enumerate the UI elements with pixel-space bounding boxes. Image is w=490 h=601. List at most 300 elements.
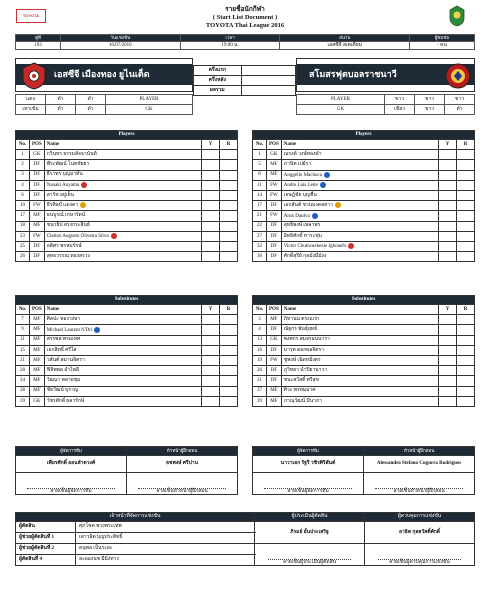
yellow-card-cell [439, 190, 457, 200]
home-staff-signatures [15, 446, 238, 495]
player-number: 2 [16, 160, 30, 170]
red-card-cell [457, 345, 475, 355]
player-name: ภิทานน ตรงแก่ก [283, 317, 319, 323]
player-number: 28 [16, 366, 30, 376]
player-name-cell [44, 150, 201, 160]
score-table [193, 65, 296, 96]
player-name-cell [281, 315, 438, 325]
away-kit-role: PLAYER [297, 95, 385, 105]
home-manager-label: ผู้จัดการทีม [16, 447, 127, 456]
yellow-card-cell [439, 180, 457, 190]
player-row [16, 201, 238, 211]
home-kit-role: GK [106, 105, 193, 115]
player-number: 4 [16, 180, 30, 190]
red-card-cell [457, 150, 475, 160]
away-team-name: สโมสรฟุตบอลราชนาวี [309, 68, 397, 79]
yellow-card-cell [202, 180, 220, 190]
player-name-cell [281, 355, 438, 365]
player-number: 1 [253, 150, 267, 160]
player-name-cell [44, 335, 201, 345]
yellow-card-cell [439, 252, 457, 262]
player-number: 38 [16, 386, 30, 396]
player-row [253, 376, 475, 386]
player-position: DF [267, 221, 282, 231]
official-role: ผู้ตัดสินที่ 4 [16, 555, 76, 566]
player-name-cell [44, 396, 201, 406]
player-row [253, 345, 475, 355]
player-number: 37 [253, 386, 267, 396]
yellow-card-cell [439, 366, 457, 376]
yellow-card-cell [439, 335, 457, 345]
label-stadium: สนาม [280, 35, 410, 42]
player-name: พีระพัฒน์ โน่ตชัยยา [46, 162, 90, 168]
title-thai: รายชื่อนักกีฬา [225, 6, 265, 13]
player-name: ณัฐกร พันธุ์ยุทธ์ [283, 327, 318, 333]
player-row [253, 325, 475, 335]
red-card-cell [220, 355, 238, 365]
red-card-cell [457, 386, 475, 396]
player-number: 21 [253, 211, 267, 221]
yellow-card-cell [202, 221, 220, 231]
player-number: 14 [253, 190, 267, 200]
red-card-cell [220, 386, 238, 396]
away-manager-name: นาวาเอก รัฐรี วชิรศิริสันต์ [253, 456, 364, 473]
player-position: MF [30, 345, 45, 355]
score-total-value [241, 86, 295, 96]
red-card-cell [457, 231, 475, 241]
inspector-sign-label: ลายเซ็นผู้ประเมินผู้ตัดสิน [282, 559, 337, 565]
player-name-cell [44, 180, 201, 190]
player-number: 7 [16, 315, 30, 325]
player-name-cell [44, 241, 201, 251]
player-name: สุทธิพงษ์ เพลาพร [283, 223, 321, 229]
player-number: 25 [16, 241, 30, 251]
player-name: เจษฎ์ชัย บุญชื่น [283, 192, 317, 198]
yellow-card-cell [439, 386, 457, 396]
red-card-cell [457, 315, 475, 325]
player-row [253, 355, 475, 365]
red-card-cell [457, 396, 475, 406]
player-row [16, 170, 238, 180]
away-team-banner [296, 58, 475, 92]
player-name-cell [281, 366, 438, 376]
player-position: MF [267, 315, 282, 325]
home-kit-cell: ดำ [46, 105, 76, 115]
player-name: ศิลปะ ทองวงษา [46, 317, 81, 323]
player-row [253, 221, 475, 231]
match-officials-table [15, 512, 475, 566]
player-row [16, 160, 238, 170]
player-name-cell [281, 190, 438, 200]
player-row [253, 150, 475, 160]
yellow-card-cell [202, 335, 220, 345]
yellow-card-cell [439, 231, 457, 241]
player-number: 31 [253, 376, 267, 386]
player-name-cell [281, 221, 438, 231]
player-row [253, 386, 475, 396]
player-name: อดิศร พรหมรักษ์ [46, 243, 82, 249]
column-header-pos: POS [267, 305, 282, 315]
officials-title: เจ้าหน้าที่จัดการแข่งขัน [16, 513, 255, 522]
player-name: อิทธิศักดิ์ หาระชุ่ม [283, 233, 322, 239]
score-second-half-value [241, 76, 295, 86]
player-row [253, 396, 475, 406]
column-header-y: Y [439, 305, 457, 315]
yellow-card-cell [202, 211, 220, 221]
league-logo-text: TOYOTA [22, 12, 40, 18]
home-players-table [15, 130, 238, 262]
player-name-cell [281, 345, 438, 355]
yellow-card-cell [439, 325, 457, 335]
player-number: 1 [16, 150, 30, 160]
yellow-card-cell [439, 160, 457, 170]
value-stadium: เอสซีจี สเตเดี้ยม [280, 42, 410, 50]
player-position: DF [30, 190, 45, 200]
red-card-cell [220, 325, 238, 335]
player-row [16, 315, 238, 325]
player-row [16, 386, 238, 396]
player-position: DF [267, 345, 282, 355]
home-kit-cell: เทาเข้ม [16, 105, 46, 115]
player-name: ชูพงษ์ เฉิดหมิ่งตร [283, 357, 321, 363]
red-card-cell [457, 211, 475, 221]
yellow-card-cell [202, 355, 220, 365]
red-card-cell [220, 315, 238, 325]
player-number: 13 [253, 335, 267, 345]
player-number: 32 [253, 241, 267, 251]
player-position: MF [267, 160, 282, 170]
player-row [253, 180, 475, 190]
title-english: ( Start List Document ) [212, 14, 278, 21]
player-name-cell [44, 201, 201, 211]
yellow-card-cell [202, 366, 220, 376]
player-name: วสันต์ สมานจิตรา [46, 357, 85, 363]
player-position: DF [30, 170, 45, 180]
player-row [253, 335, 475, 345]
blue-status-badge-icon [320, 182, 326, 188]
column-header-no: No. [253, 305, 267, 315]
column-header-y: Y [202, 140, 220, 150]
red-card-cell [457, 355, 475, 365]
player-row [253, 252, 475, 262]
red-card-cell [220, 211, 238, 221]
home-team-banner [15, 58, 193, 92]
player-name: Anggello Machuca [283, 172, 322, 178]
player-number: 23 [16, 231, 30, 241]
official-role: ผู้ช่วยผู้ตัดสินที่ 1 [16, 533, 76, 544]
column-header-no: No. [16, 305, 30, 315]
player-name-cell [281, 386, 438, 396]
away-team-crest-icon [445, 62, 471, 90]
player-position: DF [30, 160, 45, 170]
player-name-cell [44, 221, 201, 231]
away-kit-cell: ขาว [385, 95, 415, 105]
player-row [253, 241, 475, 251]
player-position: FW [267, 211, 282, 221]
player-name: พงศกร สมจรอนนารา [283, 337, 330, 343]
player-position: FW [267, 190, 282, 200]
yellow-card-cell [202, 252, 220, 262]
player-name: วัฒนา พลายชุม [46, 378, 81, 384]
yellow-card-cell [202, 150, 220, 160]
player-name-cell [281, 335, 438, 345]
player-name: ชนะสวัสดิ์ ศรีสุข [283, 378, 319, 384]
away-coach-sign-label: ลายเซ็นหัวหน้าผู้ฝึกสอน [393, 488, 445, 494]
official-name: ละอองนช มีมิ่งทาง [76, 555, 255, 566]
yellow-card-cell [202, 170, 220, 180]
red-card-cell [220, 231, 238, 241]
column-header-no: No. [253, 140, 267, 150]
player-row [253, 190, 475, 200]
away-kit-table [296, 94, 475, 115]
player-position: FW [267, 180, 282, 190]
red-status-badge-icon [348, 243, 354, 249]
column-header-y: Y [202, 305, 220, 315]
yellow-card-cell [439, 150, 457, 160]
roster-title: Players [16, 131, 238, 140]
player-number: 17 [16, 211, 30, 221]
value-time: 19:00 น. [180, 42, 280, 50]
label-match-no: คู่ที่ [16, 35, 61, 42]
player-number: 3 [16, 170, 30, 180]
player-position: MF [30, 211, 45, 221]
player-name: สรรพล พรมเทศ [46, 337, 81, 343]
player-name: กวินทร ธรรมสัจจานันท์ [46, 152, 97, 158]
player-name: ภาณุวัฒน์ มีนาภา [283, 398, 323, 404]
yellow-card-cell [202, 376, 220, 386]
player-number: 26 [253, 366, 267, 376]
red-card-cell [457, 376, 475, 386]
red-card-cell [220, 345, 238, 355]
player-position: MF [30, 221, 45, 231]
red-card-cell [457, 190, 475, 200]
player-number: 16 [253, 345, 267, 355]
player-number: 10 [16, 201, 30, 211]
player-row [253, 170, 475, 180]
player-number: 21 [16, 355, 30, 365]
player-position: FW [267, 355, 282, 365]
home-manager-name: เพียรศักดิ์ ออนลำดวงศ์ [16, 456, 127, 473]
red-status-badge-icon [81, 182, 87, 188]
player-name: Cleiton Augusto Oliveira Silva [46, 234, 109, 240]
yellow-card-cell [439, 211, 457, 221]
official-name: ดนุพล เป็นระยะ [76, 544, 255, 555]
away-kit-cell: ขาว [445, 95, 475, 105]
player-name-cell [281, 376, 438, 386]
player-name: เอกสันต์ ชวนมงคลยาว [283, 203, 333, 209]
blue-status-badge-icon [312, 213, 318, 219]
yellow-card-cell [439, 201, 457, 211]
match-info-table [15, 34, 475, 50]
away-manager-label: ผู้จัดการทีม [253, 447, 364, 456]
yellow-card-cell [202, 231, 220, 241]
red-card-cell [220, 241, 238, 251]
player-number: 11 [253, 180, 267, 190]
player-row [16, 335, 238, 345]
player-position: MF [30, 335, 45, 345]
document-title [140, 6, 350, 30]
commissioner-sign-label: ลายเซ็นผู้ควบคุมการแข่งขัน [389, 559, 450, 565]
red-card-cell [220, 190, 238, 200]
player-position: DF [267, 376, 282, 386]
player-name: ธนบูรณ์ เกษารัตน์ [46, 213, 86, 219]
home-coach-sign-label: ลายเซ็นหัวหน้าผู้ฝึกสอน [156, 488, 208, 494]
player-name: ณรงค์ วงษ์ทองคำ [283, 152, 322, 158]
player-name-cell [44, 325, 201, 335]
player-name: ฟิลิพพล อำไพลี [46, 367, 79, 373]
red-card-cell [457, 325, 475, 335]
commissioner-name: อาธิต กุลสวัสดิ์ศักดิ์ [365, 522, 475, 544]
blue-status-badge-icon [94, 327, 100, 333]
column-header-name: Name [44, 305, 201, 315]
player-name: Aron Daulva [283, 213, 310, 219]
player-name: ศักดิ์สุรีย์ กุลมั่งมีมังง [283, 253, 327, 259]
home-kit-cell: ดำ [46, 95, 76, 105]
player-number: 39 [253, 396, 267, 406]
yellow-card-cell [439, 376, 457, 386]
red-card-cell [220, 150, 238, 160]
player-name: มารุต ดอกผลจิตรา [283, 347, 324, 353]
player-number: 15 [16, 345, 30, 355]
player-row [16, 355, 238, 365]
home-kit-role: PLAYER [106, 95, 193, 105]
away-kit-cell: ขาว [415, 95, 445, 105]
red-card-cell [220, 252, 238, 262]
red-card-cell [220, 160, 238, 170]
away-players-table [252, 130, 475, 262]
player-number: 27 [253, 231, 267, 241]
home-substitutes-table [15, 295, 238, 407]
player-number: 4 [253, 325, 267, 335]
player-number: 17 [253, 201, 267, 211]
player-name-cell [44, 386, 201, 396]
score-row-total: ผลรวม [194, 86, 242, 96]
column-header-name: Name [44, 140, 201, 150]
home-team-crest-icon [21, 62, 47, 90]
player-position: MF [30, 386, 45, 396]
player-row [253, 231, 475, 241]
away-kit-cell: ขาว [415, 105, 445, 115]
player-name: ชนาธิป สรงกระสินธ์ [46, 223, 90, 229]
player-name-cell [281, 325, 438, 335]
away-staff-signatures [252, 446, 475, 495]
player-name: ภูวิทยา นำปิยานาวา [283, 367, 328, 373]
column-header-r: R [457, 305, 475, 315]
blue-status-badge-icon [324, 172, 330, 178]
player-name: ธีราทร บุญมาทัน [46, 172, 83, 178]
player-position: MF [30, 325, 45, 335]
red-card-cell [220, 396, 238, 406]
player-name-cell [281, 252, 438, 262]
column-header-pos: POS [30, 305, 45, 315]
player-name-cell [44, 211, 201, 221]
player-number: 3 [253, 315, 267, 325]
home-kit-cell: ดำ [76, 95, 106, 105]
home-kit-table [15, 94, 193, 115]
player-name: ศิวะ พรหมมาศ [283, 388, 316, 394]
player-row [253, 366, 475, 376]
yellow-card-cell [439, 315, 457, 325]
player-position: MF [267, 396, 282, 406]
player-name-cell [281, 180, 438, 190]
score-first-half-value [241, 66, 295, 76]
red-card-cell [220, 180, 238, 190]
away-coach-label: หัวหน้าผู้ฝึกสอน [364, 447, 475, 456]
official-name: ศุภโชค พวงพระเทพ [76, 522, 255, 533]
player-row [16, 241, 238, 251]
player-name-cell [44, 231, 201, 241]
league-name: TOYOTA Thai League 2016 [205, 22, 285, 29]
red-card-cell [220, 335, 238, 345]
yellow-card-cell [202, 325, 220, 335]
player-name-cell [281, 211, 438, 221]
red-card-cell [457, 180, 475, 190]
label-date: วันแข่งขัน [60, 35, 180, 42]
score-row-first-half: ครึ่งแรก [194, 66, 242, 76]
column-header-r: R [220, 140, 238, 150]
yellow-card-cell [439, 355, 457, 365]
red-card-cell [457, 170, 475, 180]
away-coach-name: Alessandro Stefano Cugurra Rodrigues [364, 456, 475, 473]
away-kit-cell: เขียว [385, 105, 415, 115]
player-number: 11 [16, 335, 30, 345]
red-card-cell [220, 366, 238, 376]
red-card-cell [457, 221, 475, 231]
player-name-cell [281, 160, 438, 170]
player-name-cell [44, 315, 201, 325]
score-row-second-half: ครึ่งหลัง [194, 76, 242, 86]
player-row [16, 221, 238, 231]
player-name-cell [44, 160, 201, 170]
home-coach-label: หัวหน้าผู้ฝึกสอน [127, 447, 238, 456]
red-card-cell [457, 366, 475, 376]
official-role: ผู้ช่วยผู้ตัดสินที่ 2 [16, 544, 76, 555]
player-name-cell [44, 366, 201, 376]
label-attendance: ผู้ชมชม [410, 35, 475, 42]
player-name: ธีรศิลป์ แดงดา [46, 203, 79, 209]
yellow-card-cell [202, 396, 220, 406]
player-position: MF [30, 315, 45, 325]
official-name: เสาวลิต บุญประสิทธิ์ [76, 533, 255, 544]
label-time: เวลา [180, 35, 280, 42]
player-name-cell [44, 376, 201, 386]
inspector-label: ผู้ประเมินผู้ตัดสิน [255, 513, 365, 522]
red-card-cell [220, 221, 238, 231]
roster-title: Players [253, 131, 475, 140]
player-number: 18 [16, 221, 30, 231]
player-name: เอกสิทธิ์ ศรีใส [46, 347, 77, 353]
player-position: DF [267, 325, 282, 335]
inspector-name: ภิรมย์ อั๋นประเสริฐ [255, 522, 365, 544]
yellow-card-cell [202, 190, 220, 200]
column-header-name: Name [281, 305, 438, 315]
player-row [253, 201, 475, 211]
red-card-cell [220, 376, 238, 386]
player-number: 19 [253, 355, 267, 365]
player-position: FW [30, 201, 45, 211]
player-row [16, 396, 238, 406]
player-number: 8 [253, 170, 267, 180]
player-name-cell [281, 241, 438, 251]
player-row [253, 315, 475, 325]
player-name: Michael Laurent N'Dri [46, 327, 93, 333]
player-row [16, 366, 238, 376]
player-position: DF [267, 366, 282, 376]
yellow-card-cell [439, 170, 457, 180]
player-row [16, 345, 238, 355]
player-row [16, 190, 238, 200]
roster-title: Substitutes [253, 296, 475, 305]
